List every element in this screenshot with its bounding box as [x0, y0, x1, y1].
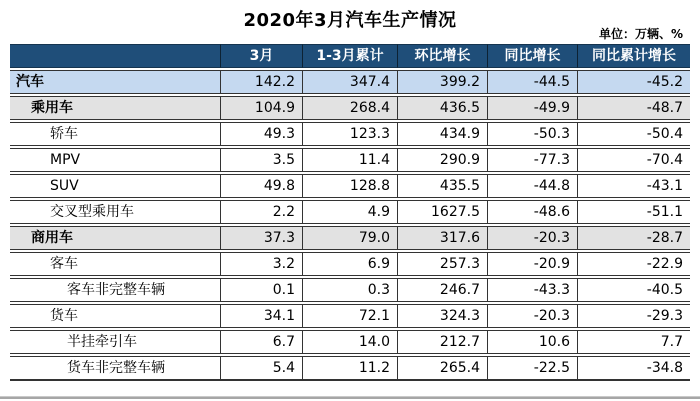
row-value: -22.5: [487, 356, 577, 381]
row-value: -22.9: [577, 252, 690, 276]
row-value: 128.8: [302, 174, 397, 198]
table-row: [10, 174, 690, 198]
unit-note: 单位：万辆、%: [598, 27, 683, 41]
row-value: -44.8: [487, 174, 577, 198]
row-label: 客车非完整车辆: [10, 278, 220, 302]
row-value: -50.3: [487, 122, 577, 146]
row-value: 2.2: [220, 200, 302, 224]
row-value: -40.5: [577, 278, 690, 302]
row-value: 347.4: [302, 70, 397, 94]
row-value: 7.7: [577, 330, 690, 354]
row-value: -51.1: [577, 200, 690, 224]
row-label: SUV: [10, 174, 220, 198]
table-row: [10, 278, 690, 302]
row-value: 268.4: [302, 96, 397, 120]
row-label: 乘用车: [10, 96, 220, 120]
row-value: 4.9: [302, 200, 397, 224]
row-value: -34.8: [577, 356, 690, 381]
row-value: 3.2: [220, 252, 302, 276]
table-row: [10, 70, 690, 94]
row-value: 14.0: [302, 330, 397, 354]
table-row: [10, 330, 690, 354]
row-value: 104.9: [220, 96, 302, 120]
row-value: 324.3: [397, 304, 487, 328]
row-value: -70.4: [577, 148, 690, 172]
header-cell: 环比增长: [397, 44, 487, 68]
row-value: -48.6: [487, 200, 577, 224]
row-label: 货车: [10, 304, 220, 328]
table-row: [10, 226, 690, 250]
table-row: [10, 96, 690, 120]
row-value: 435.5: [397, 174, 487, 198]
row-value: 399.2: [397, 70, 487, 94]
production-table: [10, 42, 690, 383]
table-row: [10, 356, 690, 381]
row-label: 交叉型乘用车: [10, 200, 220, 224]
cropped-next-element-edge: [0, 396, 700, 399]
table-header-row: [10, 44, 690, 68]
row-value: 436.5: [397, 96, 487, 120]
row-value: 79.0: [302, 226, 397, 250]
row-value: -43.1: [577, 174, 690, 198]
row-value: 1627.5: [397, 200, 487, 224]
table-row: [10, 252, 690, 276]
row-value: 3.5: [220, 148, 302, 172]
row-value: 0.3: [302, 278, 397, 302]
row-value: 290.9: [397, 148, 487, 172]
row-value: -20.3: [487, 304, 577, 328]
row-value: 123.3: [302, 122, 397, 146]
row-value: 212.7: [397, 330, 487, 354]
page-title: 2020年3月汽车生产情况: [243, 10, 457, 31]
row-value: 265.4: [397, 356, 487, 381]
row-value: -28.7: [577, 226, 690, 250]
row-value: 72.1: [302, 304, 397, 328]
row-label: 客车: [10, 252, 220, 276]
header-cell: 同比增长: [487, 44, 577, 68]
row-value: 0.1: [220, 278, 302, 302]
row-value: 34.1: [220, 304, 302, 328]
row-value: -50.4: [577, 122, 690, 146]
table-row: [10, 304, 690, 328]
row-value: 11.4: [302, 148, 397, 172]
row-value: 11.2: [302, 356, 397, 381]
row-label: 轿车: [10, 122, 220, 146]
table-row: [10, 200, 690, 224]
row-value: 49.3: [220, 122, 302, 146]
row-value: -20.9: [487, 252, 577, 276]
row-value: 317.6: [397, 226, 487, 250]
row-value: -29.3: [577, 304, 690, 328]
row-value: 6.7: [220, 330, 302, 354]
row-value: 6.9: [302, 252, 397, 276]
row-value: 434.9: [397, 122, 487, 146]
row-value: 257.3: [397, 252, 487, 276]
row-value: -44.5: [487, 70, 577, 94]
row-value: 5.4: [220, 356, 302, 381]
table-row: [10, 122, 690, 146]
production-table-container: [10, 42, 690, 383]
row-value: -20.3: [487, 226, 577, 250]
row-value: 142.2: [220, 70, 302, 94]
row-label: 商用车: [10, 226, 220, 250]
row-value: 246.7: [397, 278, 487, 302]
header-cell-category: [10, 44, 220, 68]
row-value: -49.9: [487, 96, 577, 120]
header-cell: 1-3月累计: [302, 44, 397, 68]
row-value: -45.2: [577, 70, 690, 94]
table-row: [10, 148, 690, 172]
row-value: -43.3: [487, 278, 577, 302]
row-value: 37.3: [220, 226, 302, 250]
row-label: 货车非完整车辆: [10, 356, 220, 381]
row-label: 半挂牵引车: [10, 330, 220, 354]
row-value: 49.8: [220, 174, 302, 198]
row-label: MPV: [10, 148, 220, 172]
header-cell: 同比累计增长: [577, 44, 690, 68]
row-label: 汽车: [10, 70, 220, 94]
header-cell: 3月: [220, 44, 302, 68]
row-value: -77.3: [487, 148, 577, 172]
row-value: 10.6: [487, 330, 577, 354]
row-value: -48.7: [577, 96, 690, 120]
